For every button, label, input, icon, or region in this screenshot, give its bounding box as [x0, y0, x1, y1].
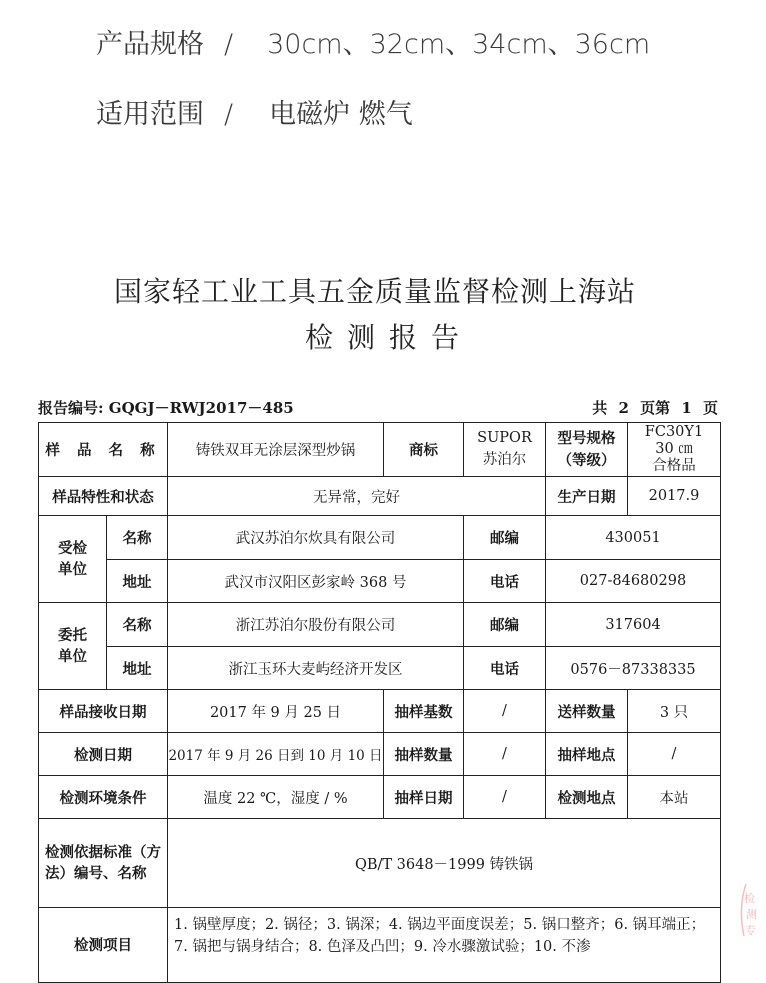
inspected-address-value: 武汉市汉阳区彭家岭 368 号 — [168, 560, 464, 603]
client-phone-value: 0576－87338335 — [546, 647, 721, 690]
state-value: 无异常，完好 — [168, 477, 546, 516]
inspected-postcode-value: 430051 — [546, 516, 721, 560]
table-row — [39, 647, 721, 690]
receipt-date-value: 2017 年 9 月 25 日 — [168, 690, 384, 733]
sample-date-label: 抽样日期 — [384, 776, 464, 819]
sample-name-label: 样 品 名 称 — [39, 423, 168, 477]
inspected-unit-label-line2: 单位 — [58, 561, 87, 578]
test-date-value: 2017 年 9 月 26 日到 10 月 10 日 — [168, 733, 384, 776]
report-organization: 国家轻工业工具五金质量监督检测上海站 — [113, 275, 636, 308]
standard-label: 检测依据标准（方法）编号、名称 — [39, 819, 168, 908]
model-label — [546, 423, 628, 477]
table-row — [39, 560, 721, 603]
usage-value: 电磁炉 燃气 — [269, 99, 413, 130]
client-unit-label-line2: 单位 — [58, 648, 87, 665]
brand-label: 商标 — [384, 423, 464, 477]
report-number — [38, 397, 294, 418]
client-name-value: 浙江苏泊尔股份有限公司 — [168, 603, 464, 647]
inspected-unit-label-line1: 受检 — [58, 539, 87, 557]
delivered-qty-value: 3 只 — [628, 690, 721, 733]
report-number-value: GQGJ－RWJ2017－485 — [108, 399, 294, 417]
table-row — [39, 603, 721, 647]
test-date-label: 检测日期 — [39, 733, 168, 776]
model-value-line3: 合格品 — [652, 457, 696, 474]
table-row — [39, 423, 721, 477]
sample-qty-label: 抽样数量 — [384, 733, 464, 776]
sample-qty-value: / — [464, 733, 546, 776]
client-postcode-value: 317604 — [546, 603, 721, 647]
model-value — [628, 423, 721, 477]
report-table — [38, 422, 721, 983]
table-row — [39, 908, 721, 983]
environment-label: 检测环境条件 — [39, 776, 168, 819]
client-address-label: 地址 — [107, 647, 168, 690]
table-row — [39, 733, 721, 776]
client-phone-label: 电话 — [464, 647, 546, 690]
brand-value — [464, 423, 546, 477]
production-date-label: 生产日期 — [546, 477, 628, 516]
sample-base-label: 抽样基数 — [384, 690, 464, 733]
svg-text:检: 检 — [744, 892, 755, 905]
table-row — [39, 690, 721, 733]
model-value-line1: FC30Y1 — [644, 424, 704, 441]
inspected-phone-label: 电话 — [464, 560, 546, 603]
inspected-name-label: 名称 — [107, 516, 168, 560]
sample-base-value: / — [464, 690, 546, 733]
table-row — [39, 477, 721, 516]
inspected-unit-label — [39, 516, 107, 603]
delivered-qty-label: 送样数量 — [546, 690, 628, 733]
red-stamp-fragment — [736, 878, 766, 958]
inspected-name-value: 武汉苏泊尔炊具有限公司 — [168, 516, 464, 560]
spec-separator: / — [224, 29, 234, 60]
table-row — [39, 776, 721, 819]
environment-value: 温度 22 ℃，湿度 / % — [168, 776, 384, 819]
spec-value: 30cm、32cm、34cm、36cm — [267, 29, 651, 60]
brand-value-en: SUPOR — [477, 430, 532, 447]
report-number-label: 报告编号: — [38, 399, 104, 417]
inspected-postcode-label: 邮编 — [464, 516, 546, 560]
svg-text:测: 测 — [746, 908, 757, 921]
client-address-value: 浙江玉环大麦屿经济开发区 — [168, 647, 464, 690]
model-label-line2: （等级） — [557, 451, 616, 469]
model-value-line2: 30 ㎝ — [655, 441, 693, 458]
client-unit-label — [39, 603, 107, 690]
page-count: 共 2 页第 1 页 — [592, 399, 718, 417]
inspected-address-label: 地址 — [107, 560, 168, 603]
receipt-date-label: 样品接收日期 — [39, 690, 168, 733]
report-doc-type: 检测报告 — [304, 321, 473, 354]
usage-separator: / — [224, 99, 234, 130]
state-label: 样品特性和状态 — [39, 477, 168, 516]
brand-value-cn: 苏泊尔 — [482, 451, 527, 468]
sample-name-value: 铸铁双耳无涂层深型炒锅 — [168, 423, 384, 477]
spec-label: 产品规格 — [96, 29, 204, 60]
sample-date-value: / — [464, 776, 546, 819]
test-place-value: 本站 — [628, 776, 721, 819]
test-place-label: 检测地点 — [546, 776, 628, 819]
table-row — [39, 819, 721, 908]
items-label: 检测项目 — [39, 908, 168, 983]
production-date-value: 2017.9 — [628, 477, 721, 516]
usage-label: 适用范围 — [96, 99, 204, 130]
model-label-line1: 型号规格 — [557, 430, 616, 448]
spec-row — [96, 22, 650, 61]
client-unit-label-line1: 委托 — [58, 626, 87, 644]
table-row — [39, 516, 721, 560]
client-postcode-label: 邮编 — [464, 603, 546, 647]
inspected-phone-value: 027-84680298 — [546, 560, 721, 603]
sample-place-value: / — [628, 733, 721, 776]
items-value: 1. 锅壁厚度；2. 锅径；3. 锅深；4. 锅边平面度误差；5. 锅口整齐；6. 锅耳端正；7. 锅把与锅身结合；8. 色泽及凸凹；9. 冷水骤激试验；10. 不渗 — [168, 908, 721, 983]
usage-row — [96, 92, 413, 131]
svg-text:专: 专 — [745, 924, 756, 937]
sample-place-label: 抽样地点 — [546, 733, 628, 776]
stamp-seal-graphic — [736, 878, 766, 958]
client-name-label: 名称 — [107, 603, 168, 647]
standard-value: QB/T 3648－1999 铸铁锅 — [168, 819, 721, 908]
